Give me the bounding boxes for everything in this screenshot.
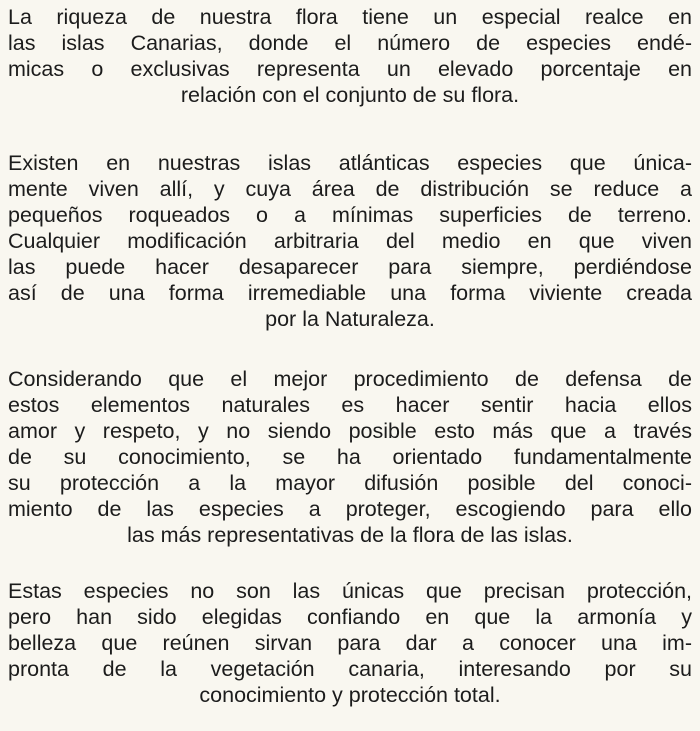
- text-line: Considerando que el mejor procedimiento de defensa de: [8, 367, 692, 391]
- text-line: pero han sido elegidas confiando en que la armonía y: [8, 605, 692, 629]
- text-line: de su conocimiento, se ha orientado fundamentalmente: [8, 445, 692, 469]
- paragraph-3: [8, 366, 692, 548]
- text-line: estos elementos naturales es hacer sentir hacia ellos: [8, 393, 692, 417]
- text-line: La riqueza de nuestra flora tiene un especial realce en: [8, 5, 692, 29]
- text-line: relación con el conjunto de su flora.: [180, 83, 520, 107]
- text-line: Estas especies no son las únicas que precisan protección,: [8, 579, 692, 603]
- text-line: conocimiento y protección total.: [199, 683, 501, 707]
- text-line: amor y respeto, y no siendo posible esto más que a través: [8, 419, 692, 443]
- text-line: Cualquier modificación arbitraria del medio en que viven: [8, 229, 692, 253]
- text-line: miento de las especies a proteger, escogiendo para ello: [8, 497, 692, 521]
- text-line: su protección a la mayor difusión posible del conoci-: [8, 471, 692, 495]
- text-line: Existen en nuestras islas atlánticas especies que única-: [8, 151, 692, 175]
- text-line: las puede hacer desaparecer para siempre, perdiéndose: [8, 255, 692, 279]
- text-line: mente viven allí, y cuya área de distribución se reduce a: [8, 177, 692, 201]
- paragraph-4: [8, 578, 692, 708]
- text-line: así de una forma irremediable una forma viviente creada: [8, 281, 692, 305]
- text-line: por la Naturaleza.: [265, 307, 435, 331]
- paragraph-2: [8, 150, 692, 332]
- text-line: belleza que reúnen sirvan para dar a conocer una im-: [8, 631, 692, 655]
- text-line: las islas Canarias, donde el número de especies endé-: [8, 31, 692, 55]
- text-line: las más representativas de la flora de las islas.: [127, 523, 573, 547]
- paragraph-1: [8, 4, 692, 108]
- text-line: pequeños roqueados o a mínimas superficies de terreno.: [8, 203, 692, 227]
- text-line: micas o exclusivas representa un elevado porcentaje en: [8, 57, 692, 81]
- text-line: pronta de la vegetación canaria, interesando por su: [8, 657, 692, 681]
